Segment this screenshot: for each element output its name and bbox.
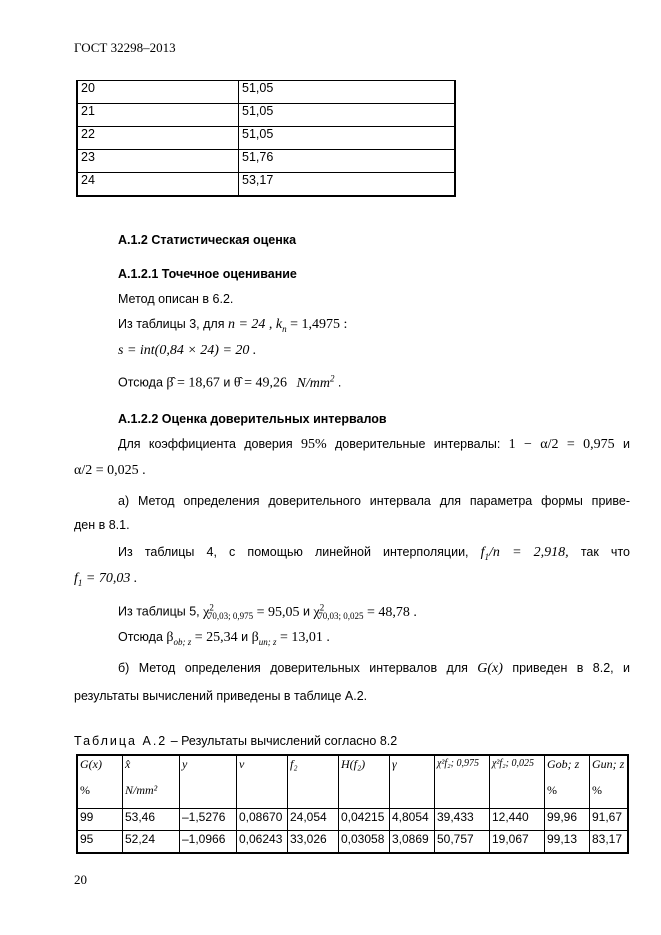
table-header-cell: f₂ — [288, 755, 339, 809]
table-cell: 50,757 — [435, 831, 490, 854]
subsection-heading: А.1.2.1 Точечное оценивание — [118, 267, 297, 281]
table-row — [77, 173, 455, 197]
equation: α/2 = 0,025 . — [74, 463, 146, 478]
table-cell: –1,5276 — [180, 809, 237, 831]
table-cell: 33,026 — [288, 831, 339, 854]
table-cell: 21 — [77, 104, 239, 127]
table-cell: 0,06243 — [237, 831, 288, 854]
table-cell: 22 — [77, 127, 239, 150]
table-cell: 51,05 — [239, 104, 456, 127]
paragraph: б) Метод определения доверительных интервалов для G(x) приведен в 8.2, и — [118, 661, 630, 676]
paragraph: Для коэффициента доверия 95% доверительные интервалы: 1 − α/2 = 0,975 и — [118, 437, 630, 452]
table-cell: –1,0966 — [180, 831, 237, 854]
equation: n = 24 , — [227, 317, 273, 332]
table-row — [77, 150, 455, 173]
table-row — [77, 809, 628, 831]
table-cell: 0,03058 — [339, 831, 390, 854]
table-cell: 51,76 — [239, 150, 456, 173]
table-cell: 4,8054 — [390, 809, 435, 831]
table-row — [77, 81, 455, 104]
table-cell: 0,04215 — [339, 809, 390, 831]
table-header-cell: Gun; z % — [590, 755, 629, 809]
table-cell: 19,067 — [490, 831, 545, 854]
table-cell: 23 — [77, 150, 239, 173]
results-table — [76, 754, 629, 854]
paragraph: Из таблицы 3, для n = 24 , $k_n = 1,4975$ : — [118, 317, 348, 334]
paragraph: Отсюда $\beta_{ob; z} = 25,34$ и $\beta_{un; z} = 13,01$ . — [118, 630, 330, 647]
paragraph: Метод описан в 6.2. — [118, 292, 234, 306]
page-number: 20 — [74, 872, 87, 887]
table-header-cell: ν — [237, 755, 288, 809]
table-cell: 0,08670 — [237, 809, 288, 831]
table-cell: 99 — [77, 809, 123, 831]
table-row — [77, 127, 455, 150]
table-cell: 51,05 — [239, 127, 456, 150]
paragraph: Из таблицы 4, с помощью линейной интерполяции, $f_1/n = 2,918$, так что — [118, 545, 630, 562]
table-cell: 53,46 — [123, 809, 180, 831]
table-cell: 51,05 — [239, 81, 456, 104]
table-header-row — [77, 755, 628, 809]
table-header-cell: y — [180, 755, 237, 809]
table-cell: 83,17 — [590, 831, 629, 854]
table-cell: 52,24 — [123, 831, 180, 854]
table-header-cell: χ²f₂; 0,025 — [490, 755, 545, 809]
table-continuation — [76, 80, 456, 197]
table-cell: 39,433 — [435, 809, 490, 831]
table-header-cell: χ²f₂; 0,975 — [435, 755, 490, 809]
table-header-cell: γ — [390, 755, 435, 809]
paragraph: ден в 8.1. — [74, 518, 130, 532]
equation: s = int(0,84 × 24) = 20 . — [118, 343, 257, 358]
table-header-cell: G(x) % — [77, 755, 123, 809]
table-cell: 24,054 — [288, 809, 339, 831]
table-header-cell: H(f₂) — [339, 755, 390, 809]
table-cell: 95 — [77, 831, 123, 854]
document-header: ГОСТ 32298–2013 — [74, 40, 176, 55]
table-cell: 99,96 — [545, 809, 590, 831]
table-row — [77, 104, 455, 127]
table-header-cell: x̂ N/mm² — [123, 755, 180, 809]
equation: $f_1 = 70,03$ . — [74, 571, 138, 588]
table-cell: 20 — [77, 81, 239, 104]
subsection-heading: А.1.2.2 Оценка доверительных интервалов — [118, 412, 387, 426]
table-cell: 53,17 — [239, 173, 456, 197]
table-cell: 3,0869 — [390, 831, 435, 854]
paragraph: а) Метод определения доверительного интервала для параметра формы приве- — [118, 494, 630, 508]
section-heading: А.1.2 Статистическая оценка — [118, 233, 297, 247]
paragraph: Из таблицы 5, $\chi^2_{70,03; 0,975} = 95,05$ и $\chi^2_{70,03; 0,025} = 48,78$ . — [118, 602, 417, 622]
table-cell: 99,13 — [545, 831, 590, 854]
table-cell: 91,67 — [590, 809, 629, 831]
table-row — [77, 831, 628, 854]
table-caption: Таблица А.2 – Результаты вычислений согласно 8.2 — [74, 734, 398, 748]
table-header-cell: Gob; z % — [545, 755, 590, 809]
table-cell: 12,440 — [490, 809, 545, 831]
paragraph: Отсюда β̂ = 18,67 и θ̂ = 49,26 $N/mm^2$ . — [118, 373, 342, 391]
paragraph: результаты вычислений приведены в таблице А.2. — [74, 689, 368, 703]
table-cell: 24 — [77, 173, 239, 197]
